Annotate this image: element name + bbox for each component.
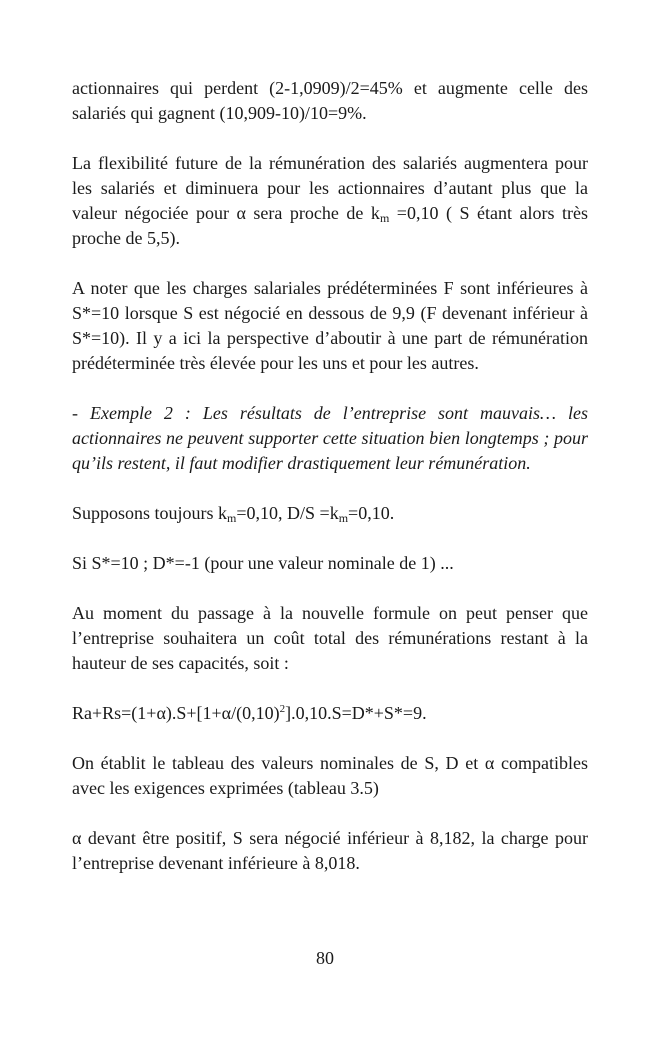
paragraph-5-text-a: Supposons toujours k: [72, 503, 228, 523]
formula-paragraph: [72, 701, 588, 726]
page-body: [72, 76, 588, 901]
example-2-paragraph: - Exemple 2 : Les résultats de l’entreprise sont mauvais… les actionnaires ne peuvent supporter cette situation bien longtemps ; pour qu’ils restent, il faut modifier drastiquement leur rémunération.: [72, 403, 588, 473]
subscript-m: m: [338, 511, 349, 525]
paragraph-2-text-b: =0,10 ( S étant alors très proche de 5,5).: [72, 203, 589, 248]
paragraph-6: Si S*=10 ; D*=-1 (pour une valeur nominale de 1) ...: [72, 553, 454, 573]
paragraph-7: Au moment du passage à la nouvelle formule on peut penser que l’entreprise souhaitera un coût total des rémunérations restant à la hauteur de ses capacités, soit :: [72, 603, 588, 673]
paragraph-10: α devant être positif, S sera négocié inférieur à 8,182, la charge pour l’entreprise devenant inférieure à 8,018.: [72, 828, 588, 873]
paragraph-1: actionnaires qui perdent (2-1,0909)/2=45% et augmente celle des salariés qui gagnent (10,909-10)/10=9%.: [72, 78, 588, 123]
paragraph-2-text-a: La flexibilité future de la rémunération des salariés augmentera pour les salariés et diminuera pour les actionnaires d’autant plus que la valeur négociée pour α sera proche de k: [72, 153, 588, 223]
paragraph-9: On établit le tableau des valeurs nominales de S, D et α compatibles avec les exigences exprimées (tableau 3.5): [72, 753, 588, 798]
superscript-2: 2: [279, 703, 286, 715]
paragraph-3: A noter que les charges salariales prédéterminées F sont inférieures à S*=10 lorsque S est négocié en dessous de 9,9 (F devenant inférieur à S*=10). Il y a ici la perspective d’aboutir à une part de rémunération prédéterminée très élevée pour les uns et pour les autres.: [72, 278, 588, 373]
subscript-m: m: [227, 511, 237, 525]
formula-text-b: ].0,10.S=D*+S*=9.: [285, 703, 427, 723]
paragraph-5-text-c: =0,10.: [348, 503, 395, 523]
page-number: 80: [316, 948, 334, 968]
paragraph-5-text-b: =0,10, D/S =k: [236, 503, 339, 523]
formula-text-a: Ra+Rs=(1+α).S+[1+α/(0,10): [72, 703, 280, 723]
paragraph-2: [72, 151, 588, 251]
subscript-m: m: [379, 211, 390, 225]
paragraph-5: [72, 501, 588, 526]
